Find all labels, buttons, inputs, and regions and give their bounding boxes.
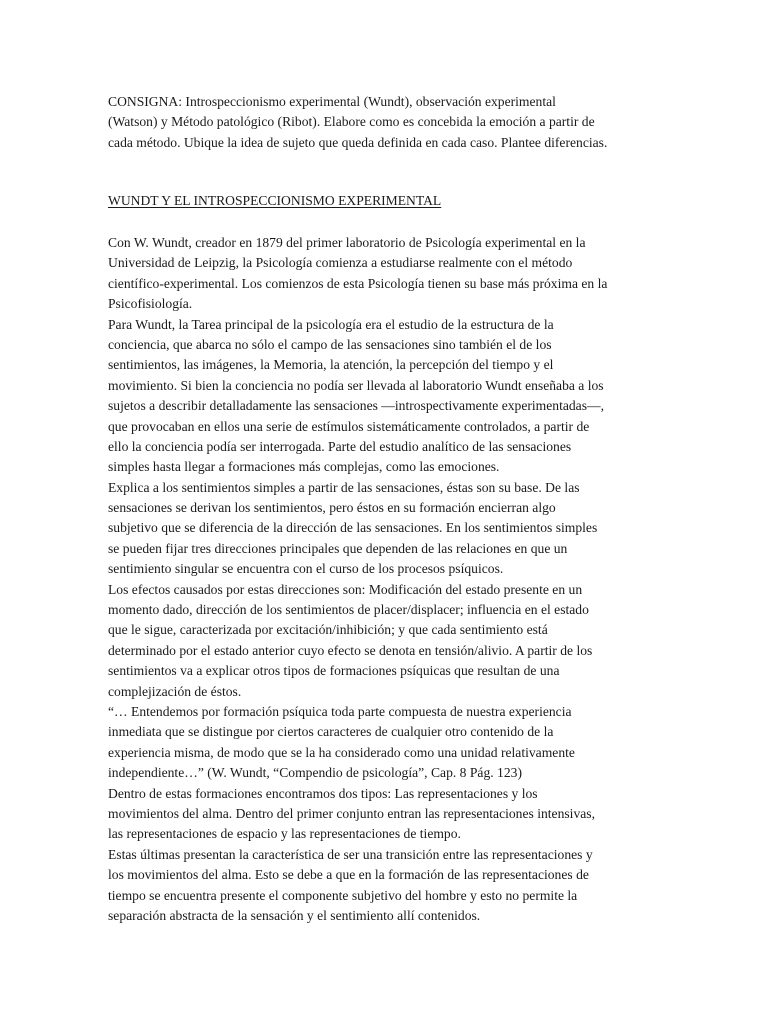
body-line: experiencia misma, de modo que se la ha considerado como una unidad relativamente [108, 744, 575, 760]
body-line: movimiento. Si bien la conciencia no podía ser llevada al laboratorio Wundt enseñaba a los [108, 377, 604, 393]
consigna-line: (Watson) y Método patológico (Ribot). Elabore como es concebida la emoción a partir de [108, 114, 595, 130]
body-line: determinado por el estado anterior cuyo efecto se denota en tensión/alivio. A partir de los [108, 642, 593, 658]
body-line: Dentro de estas formaciones encontramos dos tipos: Las representaciones y los [108, 785, 538, 801]
body-line: complejización de éstos. [108, 683, 242, 699]
body-line: “… Entendemos por formación psíquica toda parte compuesta de nuestra experiencia [108, 703, 572, 719]
body-line: que provocaban en ellos una serie de estímulos sistemáticamente controlados, a partir de [108, 418, 590, 434]
body-line: Psicofisiología. [108, 296, 193, 312]
body-line: conciencia, que abarca no sólo el campo de las sensaciones sino también el de los [108, 336, 552, 352]
consigna-line: CONSIGNA: Introspeccionismo experimental (Wundt), observación experimental [108, 94, 556, 109]
body-text [108, 233, 668, 926]
body-line: momento dado, dirección de los sentimientos de placer/displacer; influencia en el estado [108, 602, 589, 618]
section-heading: WUNDT Y EL INTROSPECCIONISMO EXPERIMENTAL [108, 193, 442, 208]
body-line: Estas últimas presentan la característica de ser una transición entre las representaciones y [108, 846, 593, 862]
body-line: sensaciones se derivan los sentimientos, pero éstos en su formación encierran algo [108, 500, 556, 516]
body-line: Explica a los sentimientos simples a partir de las sensaciones, éstas son su base. De las [108, 479, 580, 495]
body-line: Los efectos causados por estas direcciones son: Modificación del estado presente en un [108, 581, 583, 597]
body-line: subjetivo que se diferencia de la dirección de las sensaciones. En los sentimientos simples [108, 520, 598, 536]
body-line: científico-experimental. Los comienzos de esta Psicología tienen su base más próxima en la [108, 275, 608, 291]
body-line: se pueden fijar tres direcciones principales que dependen de las relaciones en que un [108, 540, 568, 556]
body-line: sujetos a describir detalladamente las sensaciones —introspectivamente experimentadas—, [108, 398, 604, 414]
body-line: sentimientos, las imágenes, la Memoria, la atención, la percepción del tiempo y el [108, 357, 554, 373]
body-line: Con W. Wundt, creador en 1879 del primer laboratorio de Psicología experimental en la [108, 235, 586, 250]
body-line: tiempo se encuentra presente el componente subjetivo del hombre y esto no permite la [108, 887, 578, 903]
body-line: sentimiento singular se encuentra con el curso de los procesos psíquicos. [108, 561, 504, 577]
body-line: Universidad de Leipzig, la Psicología comienza a estudiarse realmente con el método [108, 255, 573, 271]
body-line: movimientos del alma. Dentro del primer conjunto entran las representaciones intensivas, [108, 805, 595, 821]
body-line: ello la conciencia podía ser interrogada. Parte del estudio analítico de las sensaciones [108, 438, 572, 454]
body-line: Para Wundt, la Tarea principal de la psicología era el estudio de la estructura de la [108, 316, 554, 332]
body-line: inmediata que se distingue por ciertos caracteres de cualquier otro contenido de la [108, 724, 554, 740]
body-line: los movimientos del alma. Esto se debe a que en la formación de las representaciones de [108, 867, 589, 883]
body-line: simples hasta llegar a formaciones más complejas, como las emociones. [108, 459, 500, 475]
body-line: sentimientos va a explicar otros tipos de formaciones psíquicas que resultan de una [108, 663, 560, 679]
body-line: las representaciones de espacio y las representaciones de tiempo. [108, 826, 461, 842]
body-line: separación abstracta de la sensación y el sentimiento allí contenidos. [108, 907, 481, 923]
body-line: que le sigue, caracterizada por excitación/inhibición; y que cada sentimiento está [108, 622, 548, 638]
consigna-paragraph [108, 92, 668, 153]
body-line: independiente…” (W. Wundt, “Compendio de psicología”, Cap. 8 Pág. 123) [108, 765, 522, 781]
consigna-line: cada método. Ubique la idea de sujeto que queda definida en cada caso. Plantee diferencias. [108, 134, 608, 150]
